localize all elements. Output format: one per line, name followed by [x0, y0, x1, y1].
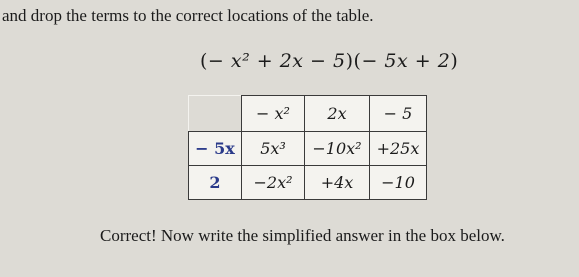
drop-target-cell[interactable]: −10x² — [305, 132, 370, 166]
factor-2: − 5x + 2 — [361, 50, 451, 72]
multiplication-table — [188, 95, 427, 200]
row-header: − 5x — [189, 132, 242, 166]
table-corner — [189, 96, 242, 132]
drop-target-cell[interactable]: −10 — [370, 166, 427, 200]
open-paren: ( — [200, 50, 208, 72]
feedback-message: Correct! Now write the simplified answer in the box below. — [100, 226, 505, 245]
drop-target-cell[interactable]: +25x — [370, 132, 427, 166]
table-row — [189, 132, 427, 166]
row-header: 2 — [189, 166, 242, 200]
table-row — [189, 166, 427, 200]
open-paren: ( — [353, 50, 362, 72]
factor-1: − x² + 2x − 5 — [207, 50, 346, 72]
column-header: − x² — [242, 96, 305, 132]
column-header: 2x — [305, 96, 370, 132]
drop-target-cell[interactable]: 5x³ — [242, 132, 305, 166]
close-paren: ) — [345, 50, 354, 72]
close-paren: ) — [450, 50, 459, 72]
column-header: − 5 — [370, 96, 427, 132]
instruction-text: and drop the terms to the correct locations of the table. — [2, 6, 374, 25]
drop-target-cell[interactable]: −2x² — [242, 166, 305, 200]
drop-target-cell[interactable]: +4x — [305, 166, 370, 200]
polynomial-expression — [200, 50, 458, 72]
